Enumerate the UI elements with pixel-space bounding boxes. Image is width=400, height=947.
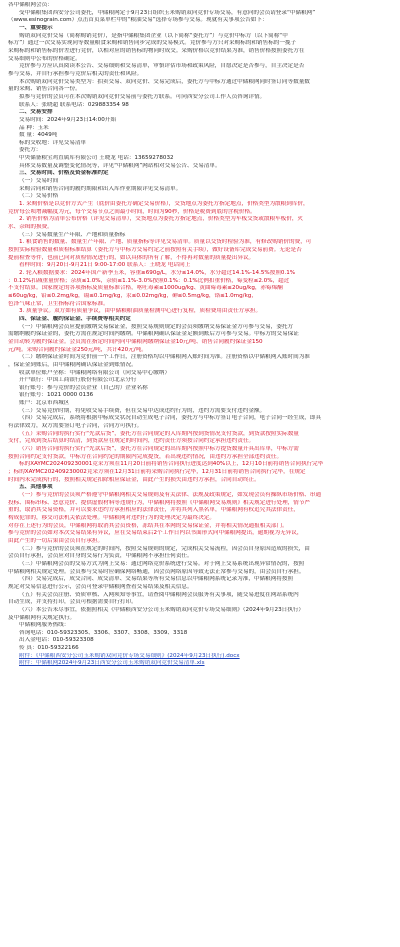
deposit-line: 金自动转为履约保证金。会员需在指定时间内向中储粮网缴纳保证金10元/吨、销售合同履约保证金150 xyxy=(8,338,263,345)
deposit-line: （二）缴纳保证金时间为竞价前一个工作日，注册资格均以中储粮网入账时间为准。注册资格以中储粮网入账时间为准 xyxy=(19,354,310,361)
attachment-link[interactable]: 附件：《中储粮西安分公司玉米购销双向竞价专场交易细则》(2024年9月23日执行).docx xyxy=(19,652,240,659)
section-heading: 五、其他事项 xyxy=(19,484,53,491)
paragraph-line: （三）中储粮网会员的交易方式为网上交易：通过网络竞价系统进行交易。对于网上交易系统出现异常情况的，按照 xyxy=(19,560,305,567)
paragraph-line: 本次购销双向竞价交易类型为：拍卖交易、双向竞价、交易完成后，委托方与中标方通过中储粮网同时签订同等数量数 xyxy=(19,78,310,85)
quality-line: 2. 轮入粮数据要求：2024年国产新季玉米，容重≥690g/L，水分≤14.0%，水分超过14.1%-14.5%按照0.1% xyxy=(19,269,296,276)
paragraph-line: （四）交易完成后，成交合同、成交清单、交易结果等所有交易信息以中储粮网系统记录为准，中储粮网将按照 xyxy=(19,576,294,583)
deposit-line: （一）中储粮网会员应提前缴纳交易保证金，按照交易规则规定的会员须缴纳交易保证金方可参与交易，委托方 xyxy=(19,323,294,330)
paragraph-line: 参与竞价的会员如对本次交易结果有异议，应在交易结束后2个工作日内以书面形式向中储粮网提出，逾期视为无异议， xyxy=(8,530,303,537)
bank-info: 收款单位账户全称：中储粮网络有限公司（向交易中心缴纳） xyxy=(19,369,171,376)
quality-line: 按照实际检验数量和质检标准结算（委托方与中标方交易约定之前按照有关手续），做好设备库完成交易前费。无论是否 xyxy=(8,247,302,253)
paragraph-line: 中储粮网相关规定处理。会员参与交易时应确保网络畅通，因会员网络原因导致无法正常参与交易的，由会员自行承担。 xyxy=(8,568,305,575)
subheading: （三）交易数量生产年限、产地和质量指标 xyxy=(19,231,126,238)
paragraph-line: （一）参与竞价的会员须严格遵守中储粮网相关交易规则及有关法律、法规及政策规定，如发现会员有操纵市场价格、串通 xyxy=(19,492,322,498)
service-phone: 出入金电话：010-59323308 xyxy=(19,637,94,644)
deposit-line: 元/吨。采购合同履约保证金250元/吨，共计420元/吨。 xyxy=(8,346,147,353)
paragraph-line: （六）销售合同的执行实行“先款后货”，委托方在合同规定的出库期内按照中标方提货数量开具出库单，中标方需 xyxy=(19,446,299,453)
quality-line: 不支付结算。国家规定的各项指标及质量标准合格，呕吐毒素≤1000ug/kg、黄曲霉毒素≤20ug/kg，赤霉烯酮 xyxy=(8,285,283,292)
section-heading: 二、交易安排 xyxy=(19,109,53,116)
field-line: 品 种：玉米 xyxy=(19,124,49,131)
quality-line: 1. 粮食销售的数量、数量生产年限、产地、质量指标等详见交易清单。质量以交货时检验为准，有修改购销价的费，可 xyxy=(19,239,312,246)
quality-line: ≤60ug/kg，铅≤0.2mg/kg，镉≤0.1mg/kg，汞≤0.02mg/kg，砷≤0.5mg/kg，铬≤1.0mg/kg， xyxy=(8,292,257,299)
section-heading: 一、重要提示 xyxy=(19,24,53,31)
paragraph-line: 拟参与竞价的会员可在本次购销双向竞价交易前与委托方联系。可向西安分公司工作人员咨询详情。 xyxy=(19,93,266,100)
section-heading: 三、交易时间、价格及资金标准约定 xyxy=(19,170,109,177)
paragraph-line: 重的，取消其交易资格，并可以要求违约方承担相应的法律责任，并将其列入黑名单，中储粮网有权追究其法律责任， xyxy=(8,507,299,514)
deposit-line: ，保证金到账后，由中储粮网确认保证金到账情况。 xyxy=(8,361,137,368)
price-line: 水、杂缉的损费。 xyxy=(8,224,53,231)
field-line: 交易时间：2024年9月23日14:00开始 xyxy=(19,116,116,123)
intro-line: 受中储粮集团西安分公司委托，中储粮网定于9月23日组织玉米购销双向竞价专场交易，有意向的会员请登录“中储粮网” xyxy=(19,9,316,16)
bank-info: 银行账号：1021 0000 0136 xyxy=(19,392,94,399)
paragraph-line: 构成犯罪的，移交司法机关依法处理。中储粮网对违约行为的处理决定为最终决定。 xyxy=(8,514,215,521)
price-line: 2. 销售价格为清单公布价格（详见交易清单），交货地点为委托方指定地点，价格类型为车板交货或散粮车板价，火 xyxy=(19,216,304,223)
deposit-line: 需缴纳履约保证金的，委托方需在规定时间内缴纳。中储粮网确认保证金足额到账后方可参与交易。中标方的交易保证 xyxy=(8,331,299,338)
price-line: 1. 采购价格是以竞价方式产生（底价由委托方确定交易价格），交货地点为委托方指定地点，价格类型为散粮到库价， xyxy=(19,201,309,208)
field-line: 具体交易数量及调整变化情况等，详见“中储粮网”网站相对交易公告、交易清单。 xyxy=(19,162,221,169)
paragraph-line: （四）交易完成后，系统将根据中标成交状况自动生成电子合同，委托方与中标方签订电子合同，电子合同一经生成，即具 xyxy=(19,415,322,422)
bank-info: 银行账号：参与竞价的会员企业（自己的）企业名称 xyxy=(19,384,148,391)
paragraph-line: 及中储粮网有关规定执行。 xyxy=(8,614,76,621)
price-line: 竞价每公顷增减幅度为元，每个交易节点之间最小时间，时间为90秒，价格是税费到底的含税价格。 xyxy=(8,208,256,215)
announcement-body xyxy=(8,2,394,668)
paragraph-line: （五）采购合同的执行实行“先款后货”，委托方在合同规定的入库期内按到货情况支付货款，到货款按照实际数量 xyxy=(19,430,299,437)
paragraph-line: 规定对交易信息进行公示，会员可登录中储粮网查看交易结果及相关信息。 xyxy=(8,583,193,590)
paragraph-line: （三）交易竞价时期，将免收交易手续费，但在交易中达成违约行为的，违约方需要支付违约金额。 xyxy=(19,407,266,414)
paragraph-line: （二）参与竞价的会员须在规定的时间内，按照交易规则的规定，完成相关交易流程，因会员自身原因造成的损失，由 xyxy=(19,545,310,552)
quality-line: 看样时间：9月20日-9月21日 9:00-17:00 联系人：王晓龙 电话同上 xyxy=(19,262,191,269)
subheading: （二）交易价格 xyxy=(19,193,59,200)
intro-line: （www.esinograin.com）点击首页菜单栏中的“粮油交易”选择专场参与交易。现就有关事项公告如下： xyxy=(8,17,268,24)
paragraph-line: （六）本公告未尽事宜，依据照相关《中储粮西安分公司玉米购销双向竞价专场交易细则》（2024年9月23日执行） xyxy=(19,606,305,613)
paragraph-line: 会员自行承担，会员应对自身的交易行为负责，中储粮网不承担任何责任。 xyxy=(8,553,193,560)
service-fax: 传 真：010-59322166 xyxy=(19,645,79,652)
subheading: （一）交易时间 xyxy=(19,178,59,185)
bank-info: 开户银行：中国工商银行股份有限公司北京分行 xyxy=(19,377,137,384)
paragraph-line: ；标的XAYMC202409230002竞采方须在12月31日前将采购合同执行完毕，12月31日前将销售合同执行完毕，在规定 xyxy=(8,469,306,476)
paragraph-line: 按照合同约定支付货款，中标方在合同约定的期限内完成提货，若出现违约情况，由违约方承担全部违约责任。 xyxy=(8,453,283,460)
greeting: 各中储粮网会员： xyxy=(8,2,53,8)
quality-line: 提前检查等件，也前已向对质检情况进行的，如以具体的所有了解，不得再对数量的质量提出异议。 xyxy=(8,254,255,261)
paragraph-line: 竞价参与方应认真阅读本公告、交易细则和交易清单，审慎评估市场和政策风险，自愿决定是否参与，自主决定是否 xyxy=(19,63,305,70)
quality-line: 3. 质量争议。双方如有质量争议，由中储粮粮油质量检测中心进行复检，质检费用由责任方承担。 xyxy=(19,308,262,315)
quality-line: 色泽气味正常，卫生指标符合国家标准。 xyxy=(8,300,109,307)
paragraph-line: 投标、围标串标、恶意竞价、提供虚假材料等违规行为，中储粮网将按照《中储粮网交易规则》相关规定进行处理，情节严 xyxy=(8,499,311,506)
quality-line: ：0.12%扣减重量价格；杂质≤1.0%，杂质≤1.1%-3.0%按照0.1%：0.1%比例扣重价格，霉变粒≤2.0%，超过 xyxy=(8,277,290,284)
field-line: 数 量：4049吨 xyxy=(19,132,58,139)
paragraph-line: 标方”）通过一次交易实现同等数量粮食采购和销售同步完成的交易模式。竞价参与方只对采购标的和销售标的一揽子 xyxy=(8,40,297,47)
bank-info: 账户：北京市西城区 xyxy=(19,400,70,407)
attachment-link[interactable]: 附件：中储粮网2024年9月23日西安分公司玉米购销双向竞价交易清单.xls xyxy=(19,660,205,667)
paragraph-line: 采购合同和销售合同的履约期限和出入库作业期限详见交易清单。 xyxy=(19,185,182,192)
paragraph-line: 时间内未完成执行的，按照相关规定扣除相应保证金，由此产生的损失由违约方承担，合同自动终止。 xyxy=(8,476,260,483)
paragraph-line: 量的采购、销售合同各一份。 xyxy=(8,86,81,93)
paragraph-line: 有法律效力，双方需要签订电子合同，合同方可执行。 xyxy=(8,423,143,430)
contact-line: 联系人：张晓超 联系电话：029883354 98 xyxy=(19,101,129,108)
paragraph-line: 自动生成，并支持打印，会员可根据需要自行打印。 xyxy=(8,599,137,606)
paragraph-line: 购销双向竞价交易（简称购销竞价），是指中储粮集团企业（以下简称“委托方”）与竞价中标方（以下简称“中 xyxy=(19,32,288,39)
paragraph-line: 参与交易，并自行承担参与竞价后相关的责任和风险。 xyxy=(8,70,143,77)
paragraph-line: 采购标的和销售标的价差进行竞价，以相对应的销售标的物同时成交。采购价格以竞价结果为准，销售价格按照委托方在 xyxy=(8,47,305,54)
paragraph-line: （五）有关会员注册、资质审核、入网须知等事宜，请查阅中储粮网会员服务有关事项，随交易进度在网站系统内 xyxy=(19,591,299,598)
service-hotline: 中储粮网服务热线： xyxy=(19,622,70,629)
paragraph-line: 由此产生的一切后果由会员自行承担。 xyxy=(8,537,104,544)
field-line: 委托方： xyxy=(19,147,42,154)
paragraph-line: 标的XAYMC202409230001竞采方须在11月20日前将销售合同执行进度达到40%以上，12月10日前将销售合同执行完毕 xyxy=(19,461,324,468)
paragraph-line: 交易细则中公布的价格确定。 xyxy=(8,55,81,62)
section-heading: 四、保证金、履约保证金、手续费等相关约定 xyxy=(19,315,131,322)
field-line: 标的交收地：详见交易清单 xyxy=(19,139,87,146)
paragraph-line: 支付，完成到货后结算时结清，到货款应在规定的时间内，违约责任方须按合同约定承担违约责任。 xyxy=(8,438,255,445)
field-line: 中央储备粮宝鸡直属库有限公司 王晓龙 电话：13659278032 xyxy=(19,155,174,162)
paragraph-line: 对存在上述行为的会员，中储粮网将取消其会员资格，冻结其在本网的交易保证金，并将相关情况通报相关部门。 xyxy=(8,522,288,529)
service-phone: 咨询电话：010-59323305、3306、3307、3308、3309、3318 xyxy=(19,629,188,636)
